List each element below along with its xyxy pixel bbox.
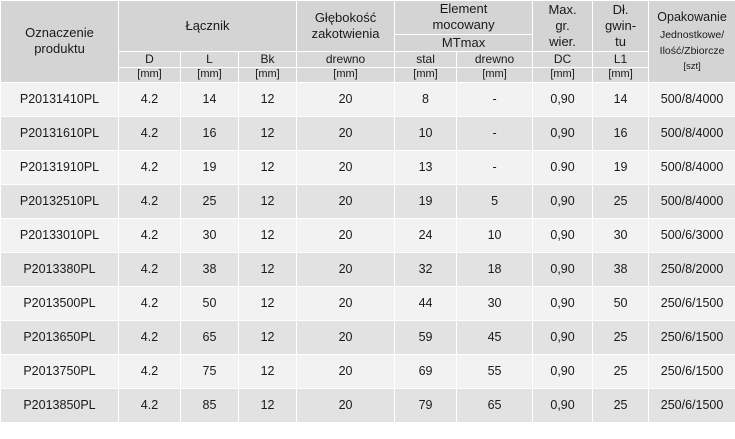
cell-l: 16 [181, 116, 239, 150]
header-unit-l1: [mm] [593, 67, 649, 82]
header-mounted-element-line2: mocowany [432, 17, 495, 33]
cell-steel: 79 [395, 388, 457, 422]
cell-l: 38 [181, 252, 239, 286]
header-anchor-depth-line2: zakotwienia [311, 25, 380, 41]
cell-code: P20131910PL [1, 150, 119, 184]
cell-code: P2013380PL [1, 252, 119, 286]
cell-wood: 20 [297, 184, 395, 218]
header-unit-l: [mm] [181, 67, 239, 82]
cell-pack: 500/8/4000 [649, 116, 735, 150]
cell-l: 65 [181, 320, 239, 354]
cell-dc: 0,90 [533, 218, 593, 252]
cell-code: P2013500PL [1, 286, 119, 320]
header-sub-bk: Bk [239, 51, 297, 67]
header-unit-bk: [mm] [239, 67, 297, 82]
cell-wood2: 10 [457, 218, 533, 252]
header-fastener: Łącznik [119, 1, 297, 52]
header-mounted-element-line1: Element [439, 1, 488, 16]
table-row [1, 354, 735, 388]
cell-wood: 20 [297, 354, 395, 388]
cell-wood2: 18 [457, 252, 533, 286]
cell-l: 50 [181, 286, 239, 320]
header-mounted-element [395, 1, 533, 35]
cell-l1: 16 [593, 116, 649, 150]
cell-wood: 20 [297, 82, 395, 116]
cell-l: 25 [181, 184, 239, 218]
cell-d: 4.2 [119, 286, 181, 320]
header-thread-length-line1: Dł. [612, 1, 629, 17]
cell-wood: 20 [297, 116, 395, 150]
header-unit-steel: [mm] [395, 67, 457, 82]
cell-l1: 25 [593, 354, 649, 388]
cell-d: 4.2 [119, 252, 181, 286]
cell-wood2: - [457, 116, 533, 150]
cell-wood: 20 [297, 320, 395, 354]
table-row [1, 218, 735, 252]
cell-d: 4.2 [119, 184, 181, 218]
cell-d: 4.2 [119, 354, 181, 388]
header-packaging-title: Opakowanie [657, 10, 727, 25]
header-max-drill-line3: wier. [549, 34, 576, 49]
cell-wood: 20 [297, 218, 395, 252]
cell-bk: 12 [239, 252, 297, 286]
header-unit-d: [mm] [119, 67, 181, 82]
cell-bk: 12 [239, 82, 297, 116]
cell-pack: 250/8/2000 [649, 252, 735, 286]
table-row [1, 252, 735, 286]
cell-pack: 250/6/1500 [649, 320, 735, 354]
cell-dc: 0,90 [533, 320, 593, 354]
cell-steel: 8 [395, 82, 457, 116]
cell-wood: 20 [297, 388, 395, 422]
cell-code: P20132510PL [1, 184, 119, 218]
cell-l: 30 [181, 218, 239, 252]
cell-l: 75 [181, 354, 239, 388]
cell-code: P20133010PL [1, 218, 119, 252]
table-body [1, 82, 735, 422]
cell-steel: 13 [395, 150, 457, 184]
cell-dc: 0,90 [533, 116, 593, 150]
table-row [1, 150, 735, 184]
header-thread-length [593, 1, 649, 52]
header-product-name-line1: Oznaczenie [25, 25, 94, 40]
cell-wood2: 55 [457, 354, 533, 388]
table-row [1, 320, 735, 354]
cell-l1: 25 [593, 320, 649, 354]
header-sub-steel: stal [395, 51, 457, 67]
header-thread-length-line3: tu [615, 34, 626, 49]
cell-wood2: 45 [457, 320, 533, 354]
cell-steel: 44 [395, 286, 457, 320]
cell-bk: 12 [239, 116, 297, 150]
cell-dc: 0,90 [533, 388, 593, 422]
table-header [1, 1, 735, 83]
cell-l1: 25 [593, 184, 649, 218]
header-mtmax: MTmax [395, 34, 533, 51]
header-product-name-line2: produktu [34, 41, 85, 57]
cell-bk: 12 [239, 184, 297, 218]
cell-bk: 12 [239, 218, 297, 252]
cell-pack: 500/8/4000 [649, 184, 735, 218]
cell-d: 4.2 [119, 388, 181, 422]
cell-dc: 0.90 [533, 150, 593, 184]
header-unit-dc: [mm] [533, 67, 593, 82]
header-packaging-unit: [szt] [683, 60, 701, 72]
cell-l1: 30 [593, 218, 649, 252]
header-row-main [1, 1, 735, 35]
cell-l1: 14 [593, 82, 649, 116]
cell-l1: 19 [593, 150, 649, 184]
cell-wood: 20 [297, 286, 395, 320]
cell-pack: 250/6/1500 [649, 286, 735, 320]
cell-d: 4.2 [119, 218, 181, 252]
cell-steel: 19 [395, 184, 457, 218]
cell-pack: 250/6/1500 [649, 388, 735, 422]
cell-d: 4.2 [119, 320, 181, 354]
cell-bk: 12 [239, 388, 297, 422]
cell-wood2: - [457, 82, 533, 116]
cell-wood2: 5 [457, 184, 533, 218]
header-max-drill-line2: gr. [555, 17, 570, 33]
cell-dc: 0,90 [533, 354, 593, 388]
cell-steel: 10 [395, 116, 457, 150]
cell-l1: 25 [593, 388, 649, 422]
table-row [1, 388, 735, 422]
header-packaging [649, 1, 735, 83]
header-thread-length-line2: gwin- [605, 17, 637, 33]
cell-d: 4.2 [119, 116, 181, 150]
cell-l1: 50 [593, 286, 649, 320]
header-max-drill-thickness [533, 1, 593, 52]
cell-dc: 0,90 [533, 286, 593, 320]
cell-d: 4.2 [119, 82, 181, 116]
cell-l: 19 [181, 150, 239, 184]
cell-wood2: 30 [457, 286, 533, 320]
cell-wood2: 65 [457, 388, 533, 422]
cell-steel: 69 [395, 354, 457, 388]
header-anchor-depth [297, 1, 395, 52]
header-max-drill-line1: Max. [548, 1, 577, 17]
table-row [1, 184, 735, 218]
header-product-name [1, 1, 119, 83]
cell-steel: 32 [395, 252, 457, 286]
cell-l: 14 [181, 82, 239, 116]
header-packaging-sub1: Jednostkowe/ [659, 28, 725, 41]
cell-wood: 20 [297, 150, 395, 184]
cell-l: 85 [181, 388, 239, 422]
cell-wood2: - [457, 150, 533, 184]
cell-bk: 12 [239, 354, 297, 388]
cell-bk: 12 [239, 150, 297, 184]
cell-steel: 59 [395, 320, 457, 354]
header-packaging-sub2: Ilość/Zbiorcze [659, 45, 725, 58]
cell-code: P2013650PL [1, 320, 119, 354]
cell-bk: 12 [239, 286, 297, 320]
cell-bk: 12 [239, 320, 297, 354]
cell-pack: 500/6/3000 [649, 218, 735, 252]
header-sub-d: D [119, 51, 181, 67]
table-row [1, 82, 735, 116]
cell-l1: 38 [593, 252, 649, 286]
cell-d: 4.2 [119, 150, 181, 184]
cell-wood: 20 [297, 252, 395, 286]
header-unit-wood2: [mm] [457, 67, 533, 82]
header-sub-l1: L1 [593, 51, 649, 67]
header-anchor-depth-line1: Głębokość [314, 9, 377, 25]
table-row [1, 286, 735, 320]
cell-pack: 250/6/1500 [649, 354, 735, 388]
cell-code: P2013850PL [1, 388, 119, 422]
header-unit-wood: [mm] [297, 67, 395, 82]
cell-dc: 0,90 [533, 82, 593, 116]
cell-pack: 500/8/4000 [649, 82, 735, 116]
cell-pack: 500/8/4000 [649, 150, 735, 184]
cell-dc: 0,90 [533, 252, 593, 286]
cell-dc: 0,90 [533, 184, 593, 218]
cell-steel: 24 [395, 218, 457, 252]
cell-code: P20131610PL [1, 116, 119, 150]
cell-code: P2013750PL [1, 354, 119, 388]
cell-code: P20131410PL [1, 82, 119, 116]
header-sub-wood: drewno [297, 51, 395, 67]
header-sub-wood2: drewno [457, 51, 533, 67]
table-row [1, 116, 735, 150]
header-sub-dc: DC [533, 51, 593, 67]
header-sub-l: L [181, 51, 239, 67]
